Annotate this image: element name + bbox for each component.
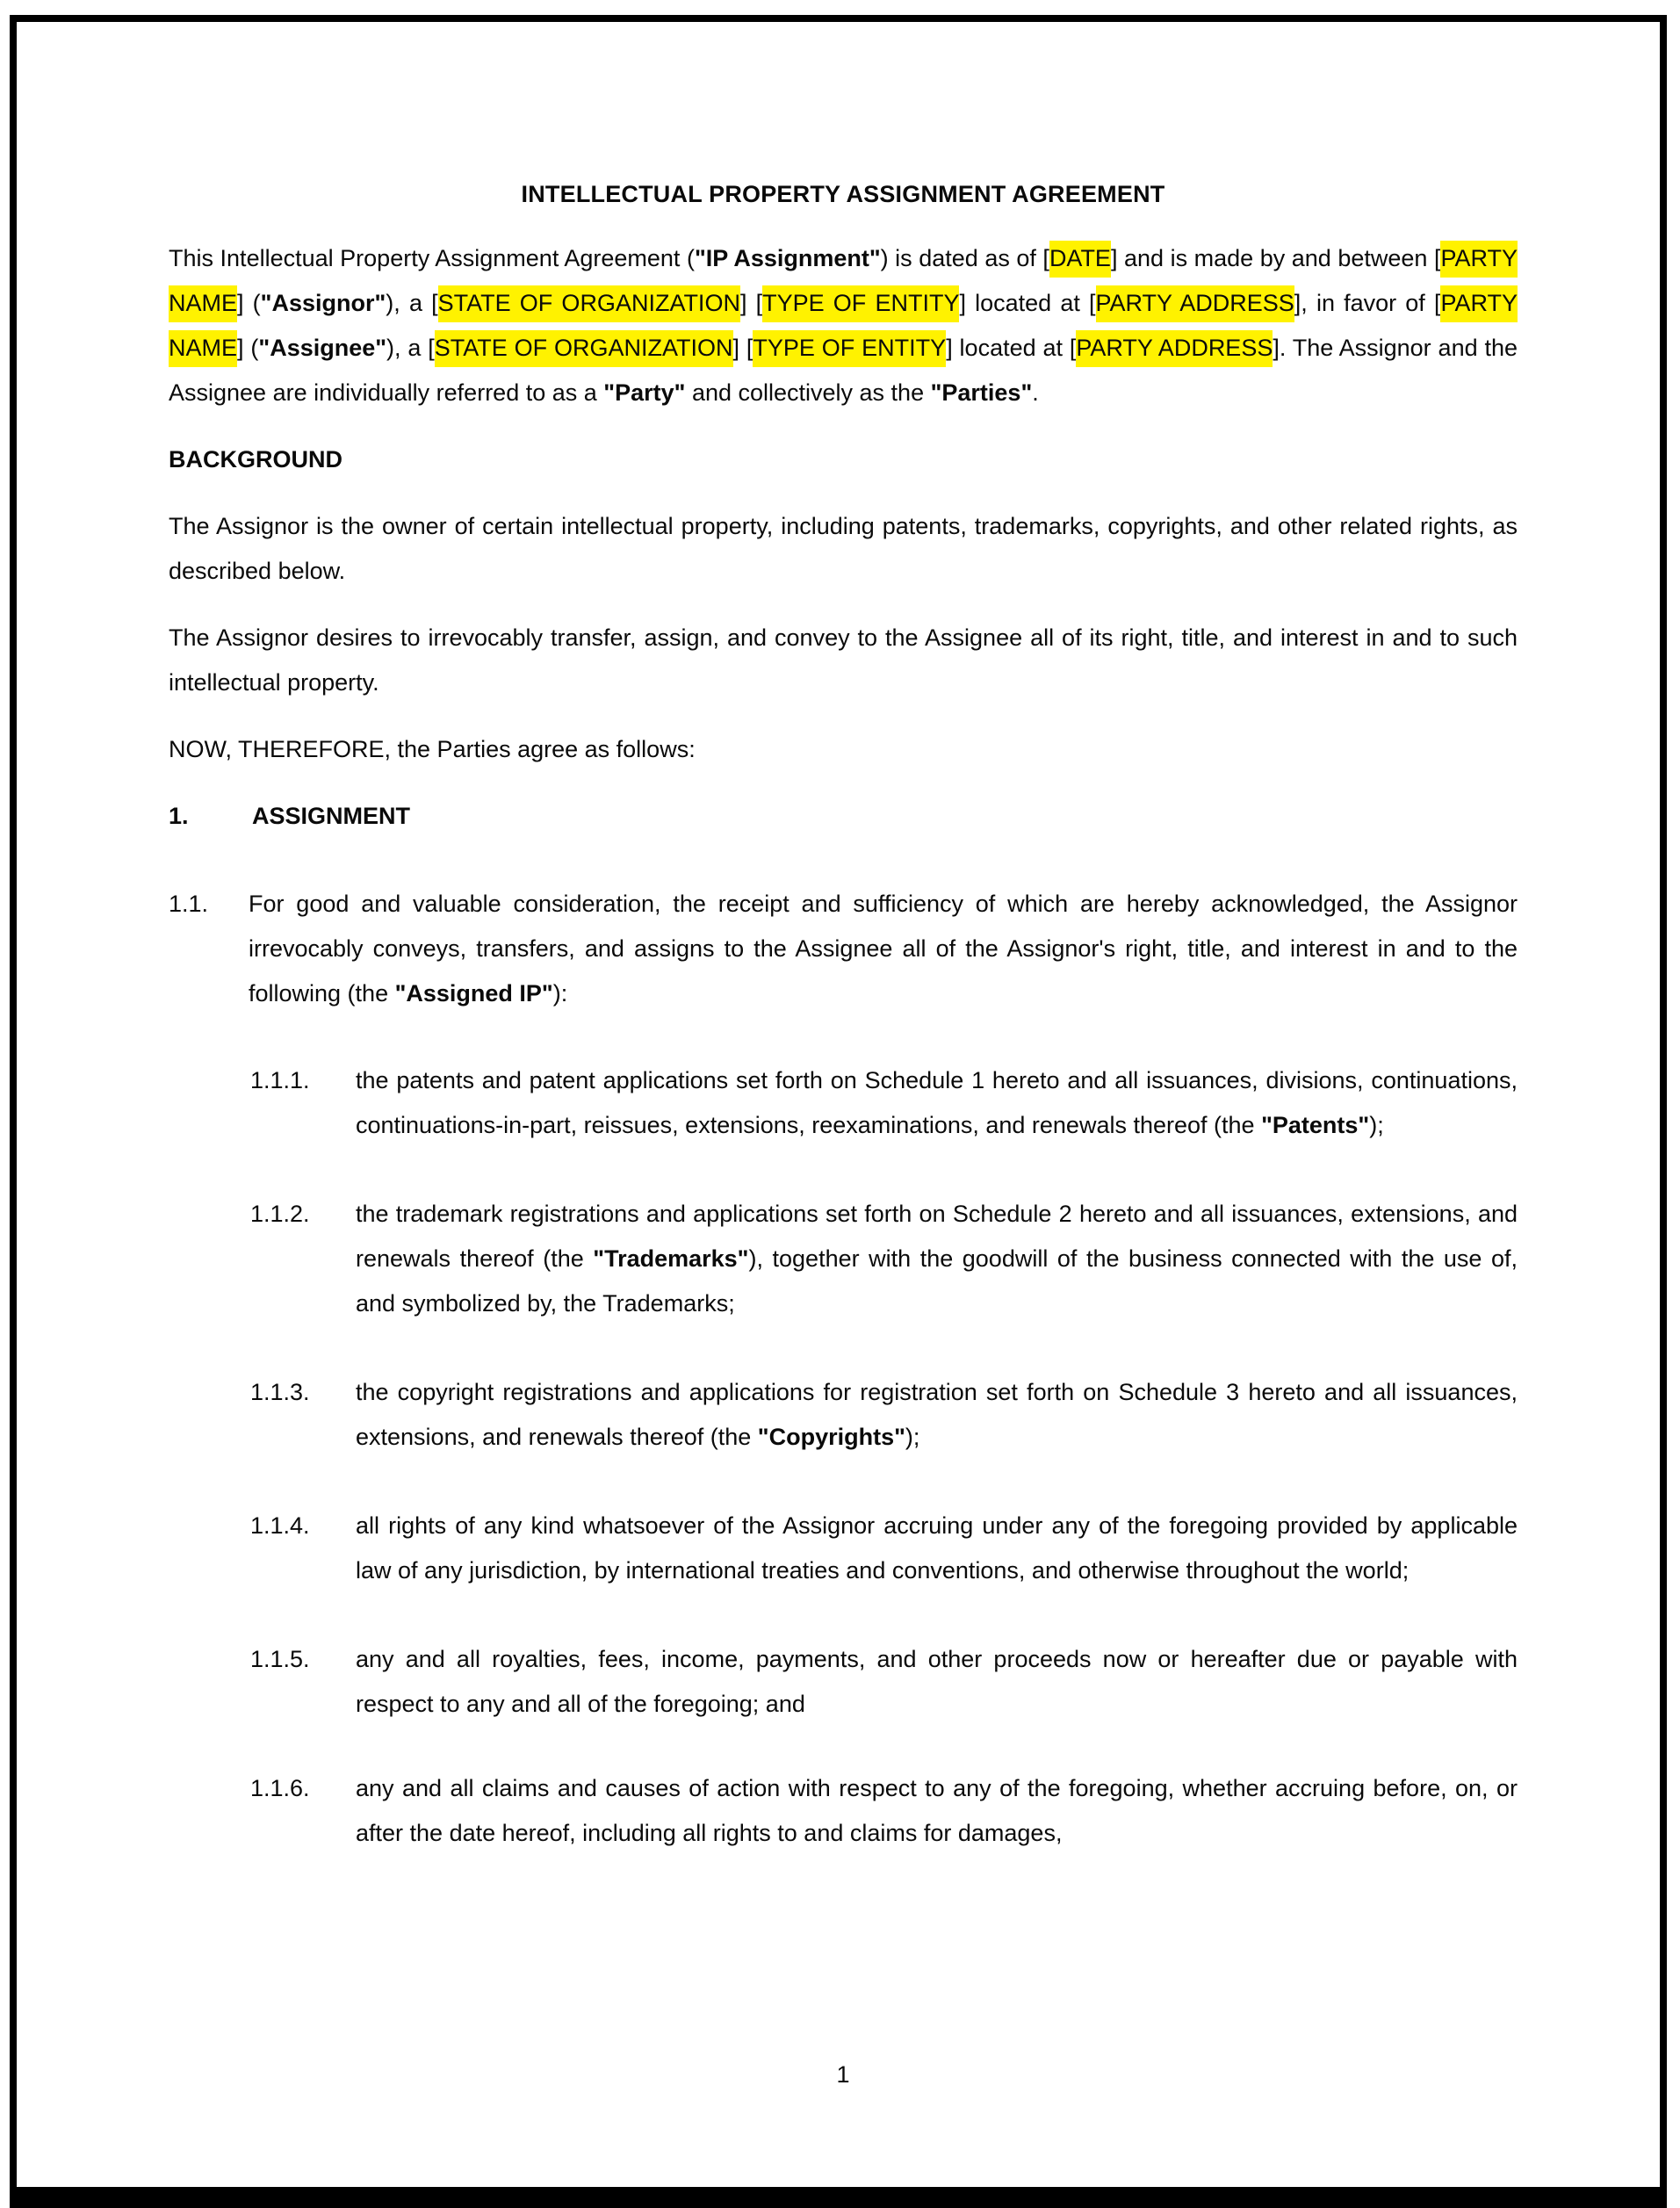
subclause-1-1-5-text bbox=[356, 1637, 1518, 1727]
clause-1-1-text bbox=[249, 882, 1518, 1016]
bold-text-run: "Assignee" bbox=[258, 335, 387, 361]
section-1-title: ASSIGNMENT bbox=[252, 803, 411, 829]
subclause-1-1-2-text bbox=[356, 1192, 1518, 1326]
text-run: ] located at [ bbox=[959, 290, 1096, 316]
subclause-1-1-1-number: 1.1.1. bbox=[250, 1067, 310, 1093]
background-heading: BACKGROUND bbox=[169, 446, 342, 473]
subclause-1-1-4-text bbox=[356, 1504, 1518, 1593]
subclause-1-1-1 bbox=[250, 1058, 1518, 1148]
background-paragraph-1: The Assignor is the owner of certain intellectual property, including patents, trademarks, copyrights, and other related rights, as described below. bbox=[169, 513, 1518, 584]
section-1-heading bbox=[169, 794, 1518, 839]
subclause-1-1-6-number: 1.1.6. bbox=[250, 1775, 310, 1801]
highlighted-placeholder: DATE bbox=[1049, 241, 1111, 278]
bold-text-run: "Patents" bbox=[1261, 1112, 1370, 1138]
highlighted-placeholder: STATE OF ORGANIZATION bbox=[438, 285, 740, 322]
now-therefore-paragraph: NOW, THEREFORE, the Parties agree as follows: bbox=[169, 736, 696, 762]
text-run: ); bbox=[905, 1424, 920, 1450]
page-number: 1 bbox=[836, 2061, 850, 2088]
text-run: any and all royalties, fees, income, payments, and other proceeds now or hereafter due or payable with respect to any and all of the foregoing; and bbox=[356, 1646, 1518, 1717]
text-run: ) is dated as of [ bbox=[880, 245, 1049, 271]
bold-text-run: "Trademarks" bbox=[593, 1245, 749, 1272]
text-run: This Intellectual Property Assignment Agreement ( bbox=[169, 245, 695, 271]
text-run: . bbox=[1032, 379, 1039, 406]
highlighted-placeholder: PARTY ADDRESS bbox=[1076, 330, 1273, 367]
subclause-1-1-4 bbox=[250, 1504, 1518, 1593]
highlighted-placeholder: TYPE OF ENTITY bbox=[762, 285, 959, 322]
text-run: ] ( bbox=[237, 335, 259, 361]
subclause-1-1-3-text bbox=[356, 1370, 1518, 1460]
text-run: the copyright registrations and applications for registration set forth on Schedule 3 hereto and all issuances, extensions, and renewals thereof (the bbox=[356, 1379, 1518, 1450]
subclause-1-1-5 bbox=[250, 1637, 1518, 1727]
subclause-1-1-6-text bbox=[356, 1766, 1518, 1856]
subclause-1-1-2-number: 1.1.2. bbox=[250, 1201, 310, 1227]
background-paragraph-2: The Assignor desires to irrevocably transfer, assign, and convey to the Assignee all of its right, title, and interest in and to such intellectual property. bbox=[169, 624, 1518, 696]
text-run: ] located at [ bbox=[946, 335, 1077, 361]
bold-text-run: "Copyrights" bbox=[757, 1424, 905, 1450]
text-run: ); bbox=[1369, 1112, 1384, 1138]
bold-text-run: "Party" bbox=[603, 379, 686, 406]
text-run: and collectively as the bbox=[685, 379, 931, 406]
highlighted-placeholder: TYPE OF ENTITY bbox=[753, 330, 946, 367]
subclause-1-1-6 bbox=[250, 1766, 1518, 1856]
text-run: ): bbox=[552, 980, 568, 1007]
text-run: the trademark registrations and applications set forth on Schedule 2 hereto and all issuances, extensions, and renewals thereof (the bbox=[356, 1201, 1518, 1272]
text-run: ), together with the goodwill of the business connected with the use of, and symbolized by, the Trademarks; bbox=[356, 1245, 1518, 1317]
text-run: the patents and patent applications set forth on Schedule 1 hereto and all issuances, divisions, continuations, continuations-in-part, reissues, extensions, reexaminations, and renewals thereof (the bbox=[356, 1067, 1518, 1138]
highlighted-placeholder: PARTY ADDRESS bbox=[1096, 285, 1294, 322]
subclause-1-1-5-number: 1.1.5. bbox=[250, 1646, 310, 1672]
highlighted-placeholder: PARTY NAME bbox=[169, 285, 1518, 367]
highlighted-placeholder: PARTY NAME bbox=[169, 241, 1518, 322]
text-run: ] ( bbox=[237, 290, 261, 316]
clause-1-1 bbox=[169, 882, 1518, 1016]
text-run: all rights of any kind whatsoever of the Assignor accruing under any of the foregoing provided by applicable law of any jurisdiction, by international treaties and conventions, and otherwise throughout the world; bbox=[356, 1512, 1518, 1584]
subclause-1-1-1-text bbox=[356, 1058, 1518, 1148]
clause-1-1-number: 1.1. bbox=[169, 891, 209, 917]
bold-text-run: "Assigned IP" bbox=[394, 980, 553, 1007]
text-run: ], in favor of [ bbox=[1294, 290, 1441, 316]
text-run: ]. The Assignor and the Assignee are individually referred to as a bbox=[169, 335, 1518, 406]
text-run: ), a [ bbox=[386, 290, 438, 316]
document-title: INTELLECTUAL PROPERTY ASSIGNMENT AGREEMENT bbox=[521, 181, 1165, 207]
text-run: ] [ bbox=[739, 290, 763, 316]
bold-text-run: "IP Assignment" bbox=[694, 245, 881, 271]
text-run: ] and is made by and between [ bbox=[1110, 245, 1441, 271]
intro-paragraph bbox=[169, 236, 1518, 415]
subclause-1-1-3 bbox=[250, 1370, 1518, 1460]
text-run: any and all claims and causes of action with respect to any of the foregoing, whether accruing before, on, or after the date hereof, including all rights to and claims for damages, bbox=[356, 1775, 1518, 1846]
subclause-1-1-3-number: 1.1.3. bbox=[250, 1379, 310, 1405]
highlighted-placeholder: STATE OF ORGANIZATION bbox=[435, 330, 733, 367]
bold-text-run: "Assignor" bbox=[260, 290, 386, 316]
text-run: ] [ bbox=[732, 335, 753, 361]
subclause-1-1-4-number: 1.1.4. bbox=[250, 1512, 310, 1539]
section-1-number: 1. bbox=[169, 803, 189, 829]
bold-text-run: "Parties" bbox=[930, 379, 1033, 406]
page-content bbox=[169, 22, 1518, 1901]
subclause-1-1-2 bbox=[250, 1192, 1518, 1326]
text-run: For good and valuable consideration, the receipt and sufficiency of which are hereby acknowledged, the Assignor irrevocably conveys, transfers, and assigns to the Assignee all of the Assignor's right, title, and interest in and to the following (the bbox=[249, 891, 1518, 1007]
text-run: ), a [ bbox=[386, 335, 435, 361]
